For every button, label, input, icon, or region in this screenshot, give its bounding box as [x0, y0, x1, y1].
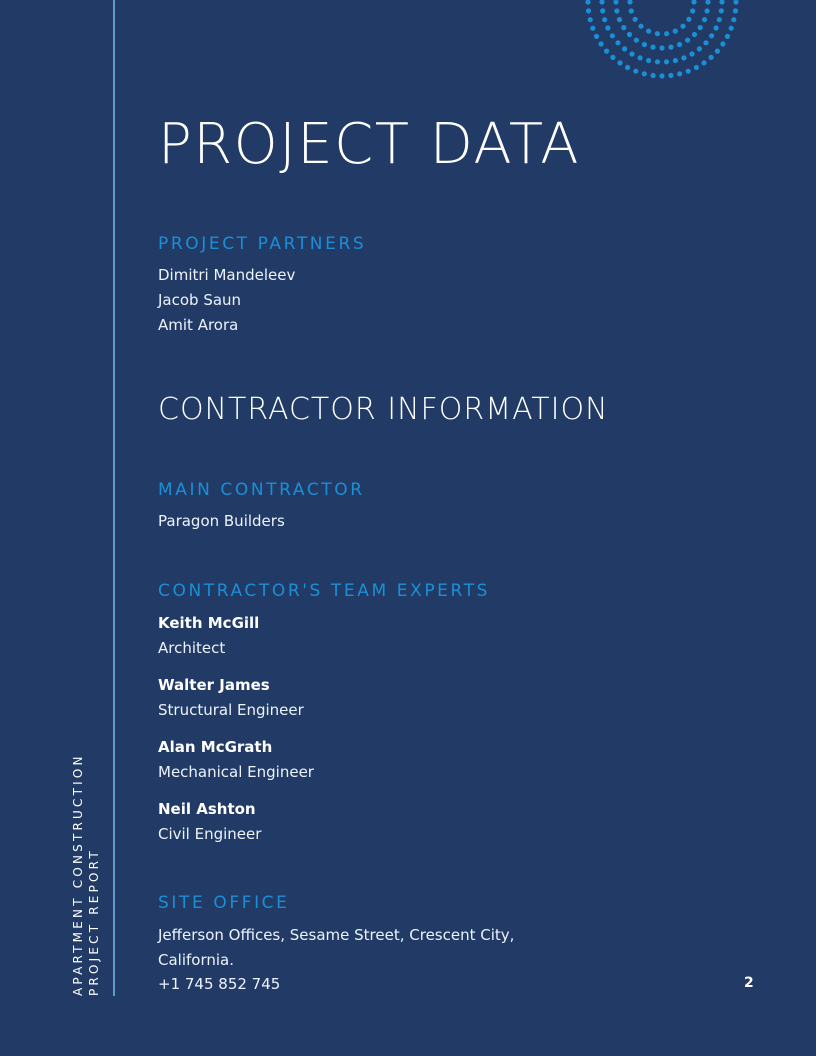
decoration-dot: [613, 0, 618, 5]
decoration-dot: [629, 51, 634, 56]
side-label-line-1: APARTMENT CONSTRUCTION: [71, 753, 85, 996]
decoration-dot: [627, 0, 632, 5]
dotted-arc-decoration: [570, 0, 760, 100]
decoration-dot: [705, 0, 710, 5]
side-label: [60, 730, 102, 996]
decoration-dot: [673, 58, 678, 63]
decoration-dot: [586, 8, 591, 13]
decoration-dot: [610, 33, 615, 38]
page-number: 2: [744, 975, 754, 991]
site-office-phone: +1 745 852 745: [158, 975, 281, 993]
decoration-dot: [629, 8, 634, 13]
decoration-dot: [689, 51, 694, 56]
decoration-dot: [621, 25, 626, 30]
decoration-dot: [651, 73, 656, 78]
site-office-address: Jefferson Offices, Sesame Street, Crescent City,: [158, 926, 515, 944]
decoration-dot: [646, 58, 651, 63]
decoration-dot: [717, 17, 722, 22]
decoration-dot: [691, 0, 696, 5]
decoration-dot: [702, 17, 707, 22]
decoration-dot: [677, 42, 682, 47]
decoration-dot: [714, 25, 719, 30]
expert-role: Civil Engineer: [158, 825, 262, 843]
decoration-dot: [600, 8, 605, 13]
decoration-dot: [655, 59, 660, 64]
decoration-dot: [685, 38, 690, 43]
decoration-dot: [725, 34, 730, 39]
decoration-dot: [686, 69, 691, 74]
decoration-dot: [605, 25, 610, 30]
decoration-dot: [633, 69, 638, 74]
decoration-dot: [698, 25, 703, 30]
decoration-dot: [604, 49, 609, 54]
decoration-dot: [719, 8, 724, 13]
decoration-dot: [617, 60, 622, 65]
page-title: PROJECT DATA: [158, 112, 581, 177]
decoration-dot: [646, 29, 651, 34]
decoration-dot: [610, 55, 615, 60]
decoration-dot: [599, 41, 604, 46]
decoration-dot: [668, 73, 673, 78]
decoration-dot: [599, 0, 604, 5]
expert-role: Architect: [158, 639, 226, 657]
decoration-dot: [686, 17, 691, 22]
decoration-dot: [638, 24, 643, 29]
partner-name: Jacob Saun: [158, 291, 242, 309]
decoration-dot: [677, 71, 682, 76]
decoration-dot: [731, 17, 736, 22]
decoration-dot: [703, 40, 708, 45]
team-experts-heading: CONTRACTOR'S TEAM EXPERTS: [158, 581, 491, 601]
decoration-dot: [720, 41, 725, 46]
decoration-dot: [697, 46, 702, 51]
side-label-line-2: PROJECT REPORT: [87, 848, 101, 996]
expert-name: Walter James: [158, 676, 270, 694]
decoration-dot: [615, 40, 620, 45]
decoration-dot: [692, 32, 697, 37]
decoration-dot: [668, 45, 673, 50]
decoration-dot: [634, 38, 639, 43]
decoration-dot: [659, 73, 664, 78]
decoration-dot: [709, 55, 714, 60]
decoration-dot: [642, 71, 647, 76]
expert-role: Mechanical Engineer: [158, 763, 314, 781]
decoration-dot: [719, 0, 724, 5]
partner-name: Dimitri Mandeleev: [158, 266, 296, 284]
decoration-dot: [633, 17, 638, 22]
decoration-dot: [585, 0, 590, 5]
partners-heading: PROJECT PARTNERS: [158, 234, 367, 254]
decoration-dot: [642, 42, 647, 47]
decoration-dot: [705, 8, 710, 13]
decoration-dot: [673, 29, 678, 34]
decoration-dot: [659, 45, 664, 50]
decoration-dot: [650, 45, 655, 50]
expert-name: Keith McGill: [158, 614, 260, 632]
decoration-dot: [627, 32, 632, 37]
contractor-information-heading: CONTRACTOR INFORMATION: [158, 392, 609, 427]
decoration-dot: [588, 17, 593, 22]
decoration-dot: [622, 46, 627, 51]
expert-role: Structural Engineer: [158, 701, 304, 719]
decoration-dot: [664, 31, 669, 36]
expert-name: Alan McGrath: [158, 738, 273, 756]
decoration-dot: [638, 55, 643, 60]
decoration-dot: [709, 33, 714, 38]
main-contractor-name: Paragon Builders: [158, 512, 285, 530]
decoration-dot: [701, 60, 706, 65]
decoration-dot: [594, 34, 599, 39]
decoration-dot: [680, 24, 685, 29]
decoration-dot: [590, 26, 595, 31]
decoration-dot: [614, 8, 619, 13]
vertical-divider: [113, 0, 115, 996]
expert-name: Neil Ashton: [158, 800, 256, 818]
partner-name: Amit Arora: [158, 316, 239, 334]
main-contractor-heading: MAIN CONTRACTOR: [158, 480, 365, 500]
decoration-dot: [733, 8, 738, 13]
decoration-dot: [733, 0, 738, 5]
side-label-text: [70, 730, 102, 996]
decoration-dot: [664, 59, 669, 64]
decoration-dot: [655, 31, 660, 36]
decoration-dot: [617, 17, 622, 22]
decoration-dot: [690, 8, 695, 13]
decoration-dot: [625, 65, 630, 70]
decoration-dot: [694, 65, 699, 70]
decoration-dot: [602, 17, 607, 22]
site-office-heading: SITE OFFICE: [158, 893, 290, 913]
site-office-address: California.: [158, 951, 234, 969]
decoration-dot: [715, 49, 720, 54]
decoration-dot: [681, 55, 686, 60]
decoration-dot: [729, 26, 734, 31]
